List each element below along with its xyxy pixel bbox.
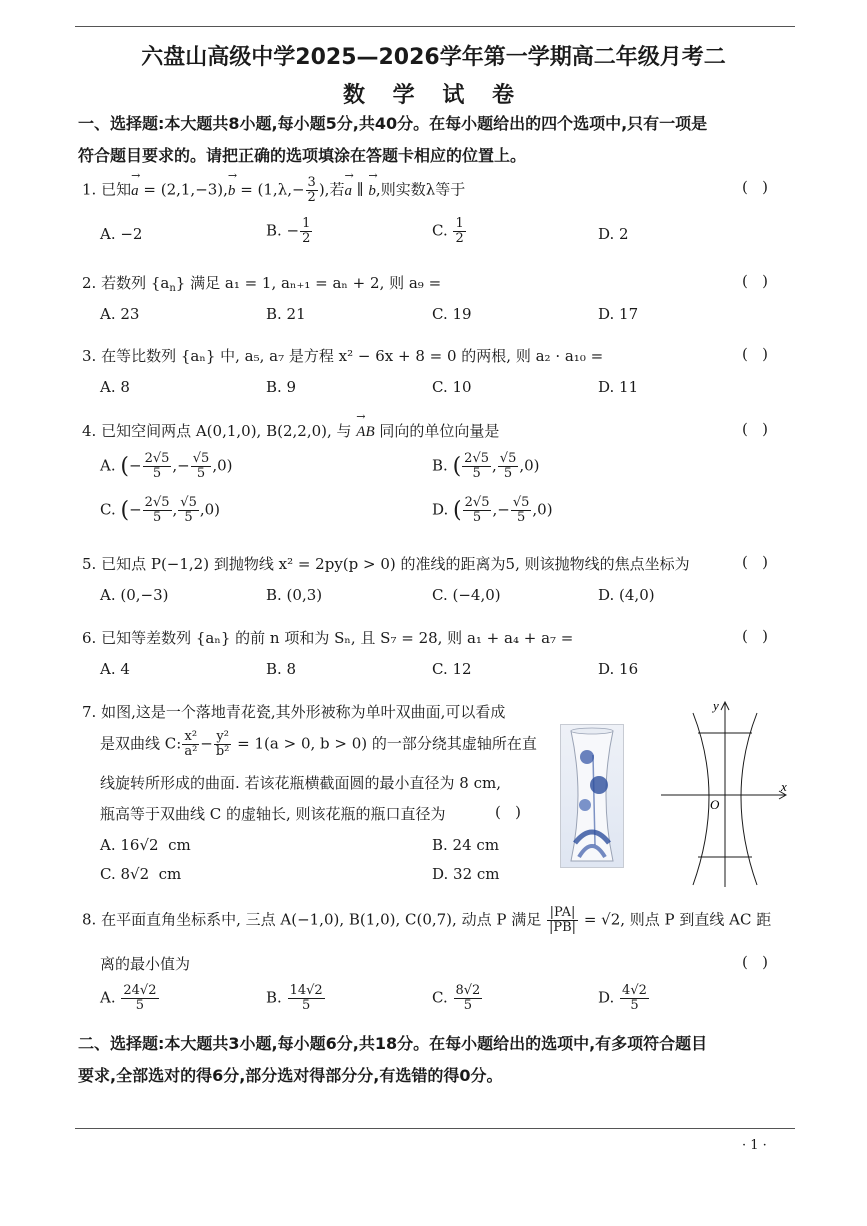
q4-option-d: D. ( $\frac{2√5}{5}$ ,− $\frac{√5}{5}$ ,0) xyxy=(432,495,553,525)
exam-title: 六盘山高级中学2025—2026学年第一学期高二年级月考二 xyxy=(141,45,726,70)
q7-option-a: A. 16√2 cm xyxy=(100,836,191,854)
q3-option-a: A. 8 xyxy=(100,378,130,396)
q2-option-b: B. 21 xyxy=(266,305,306,323)
vase-illustration xyxy=(561,725,623,867)
question-7-line4: 瓶高等于双曲线 C 的虚轴长, 则该花瓶的瓶口直径为 xyxy=(100,805,446,823)
section-one-line2: 符合题目要求的。请把正确的选项填涂在答题卡相应的位置上。 xyxy=(78,146,527,165)
left-branch xyxy=(693,713,709,885)
hyperbola-diagram xyxy=(655,695,795,890)
origin-label: O xyxy=(710,797,720,812)
q7-option-c: C. 8√2 cm xyxy=(100,865,182,883)
q8-option-b: B. $\frac{14√2}{5}$ xyxy=(266,983,323,1013)
x-axis-label: x xyxy=(781,779,787,794)
section-one-heading xyxy=(78,108,798,172)
q5-option-a: A. (0,−3) xyxy=(100,586,169,604)
question-8-line1: 8. 在平面直角坐标系中, 三点 A(−1,0), B(1,0), C(0,7), 动点 P 满足 $\frac{|PA|}{|PB|}$ = √2, 则点 P 到直线 AC 距 xyxy=(82,905,772,935)
q2-option-d: D. 17 xyxy=(598,305,639,323)
q2-option-a: A. 23 xyxy=(100,305,140,323)
right-branch xyxy=(741,713,757,885)
section-two-heading xyxy=(78,1028,798,1092)
q1-option-b: B. − $\frac{1}{2}$ xyxy=(266,216,311,246)
q4-option-a: A. (− $\frac{2√5}{5}$ ,− $\frac{√5}{5}$ ,0) xyxy=(100,451,233,481)
question-2: 2. 若数列 $\{a_n\}$ 满足 a₁ = 1, aₙ₊₁ = aₙ + 2, 则 a₉ = xyxy=(82,274,442,294)
question-3: 3. 在等比数列 {aₙ} 中, a₅, a₇ 是方程 x² − 6x + 8 = 0 的两根, 则 a₂ · a₁₀ = xyxy=(82,347,604,365)
q8-option-d: D. $\frac{4√2}{5}$ xyxy=(598,983,647,1013)
top-rule xyxy=(75,26,795,27)
q6-option-c: C. 12 xyxy=(432,660,472,678)
answer-paren-2: ( ) xyxy=(742,272,769,290)
question-5: 5. 已知点 P(−1,2) 到抛物线 x² = 2py(p > 0) 的准线的距离为5, 则该抛物线的焦点坐标为 xyxy=(82,555,690,573)
question-7-line1: 7. 如图,这是一个落地青花瓷,其外形被称为单叶双曲面,可以看成 xyxy=(82,703,506,721)
question-4: 4. 已知空间两点 A(0,1,0), B(2,2,0), 与 → AB 同向的单位向量是 xyxy=(82,420,499,441)
question-1: 1. 已知→ a = (2,1,−3),→ b = (1,λ,− $\frac{3}{2}$ ),若→ a ∥ → b,则实数λ等于 xyxy=(82,176,465,205)
q8-option-c: C. $\frac{8√2}{5}$ xyxy=(432,983,481,1013)
page-number: · 1 · xyxy=(742,1138,767,1153)
question-7-line3: 线旋转所形成的曲面. 若该花瓶横截面圆的最小直径为 8 cm, xyxy=(100,774,502,792)
q6-option-d: D. 16 xyxy=(598,660,639,678)
exam-subtitle: 数 学 试 卷 xyxy=(343,83,524,108)
answer-paren-7: ( ) xyxy=(495,803,522,821)
q1-option-a: A. −2 xyxy=(100,225,143,243)
answer-paren-4: ( ) xyxy=(742,420,769,438)
section-two-line1: 二、选择题:本大题共3小题,每小题6分,共18分。在每小题给出的选项中,有多项符合题目 xyxy=(78,1034,708,1053)
q7-option-b: B. 24 cm xyxy=(432,836,500,854)
vase-photo xyxy=(560,724,624,868)
q6-option-b: B. 8 xyxy=(266,660,297,678)
q1-option-d: D. 2 xyxy=(598,225,629,243)
q5-option-c: C. (−4,0) xyxy=(432,586,501,604)
q5-option-b: B. (0,3) xyxy=(266,586,323,604)
q2-option-c: C. 19 xyxy=(432,305,472,323)
question-6: 6. 已知等差数列 {aₙ} 的前 n 项和为 Sₙ, 且 S₇ = 28, 则 a₁ + a₄ + a₇ = xyxy=(82,629,574,647)
q5-option-d: D. (4,0) xyxy=(598,586,655,604)
answer-paren-1: ( ) xyxy=(742,178,769,196)
q4-option-c: C. (− $\frac{2√5}{5}$ , $\frac{√5}{5}$ ,0) xyxy=(100,495,221,525)
q8-option-a: A. $\frac{24√2}{5}$ xyxy=(100,983,157,1013)
y-axis-label: y xyxy=(713,698,719,713)
q6-option-a: A. 4 xyxy=(100,660,130,678)
q1-option-c: C. $\frac{1}{2}$ xyxy=(432,216,464,246)
q3-option-d: D. 11 xyxy=(598,378,639,396)
answer-paren-5: ( ) xyxy=(742,553,769,571)
question-8-line2: 离的最小值为 xyxy=(100,955,191,973)
q4-option-b: B. ( $\frac{2√5}{5}$ , $\frac{√5}{5}$ ,0) xyxy=(432,451,540,481)
answer-paren-8: ( ) xyxy=(742,953,769,971)
answer-paren-3: ( ) xyxy=(742,345,769,363)
question-7-line2: 是双曲线 C: $\frac{\text{x²}}{\text{a²}}$ − $\frac{\text{y²}}{\text{b²}}$ = 1(a > 0, b > 0) 的一部分绕其虚轴所在直 xyxy=(100,729,537,759)
q7-option-d: D. 32 cm xyxy=(432,865,500,883)
bottom-rule xyxy=(75,1128,795,1129)
q3-option-b: B. 9 xyxy=(266,378,297,396)
section-two-line2: 要求,全部选对的得6分,部分选对得部分分,有选错的得0分。 xyxy=(78,1066,503,1085)
section-one-line1: 一、选择题:本大题共8小题,每小题5分,共40分。在每小题给出的四个选项中,只有一项是 xyxy=(78,114,708,133)
answer-paren-6: ( ) xyxy=(742,627,769,645)
q3-option-c: C. 10 xyxy=(432,378,472,396)
